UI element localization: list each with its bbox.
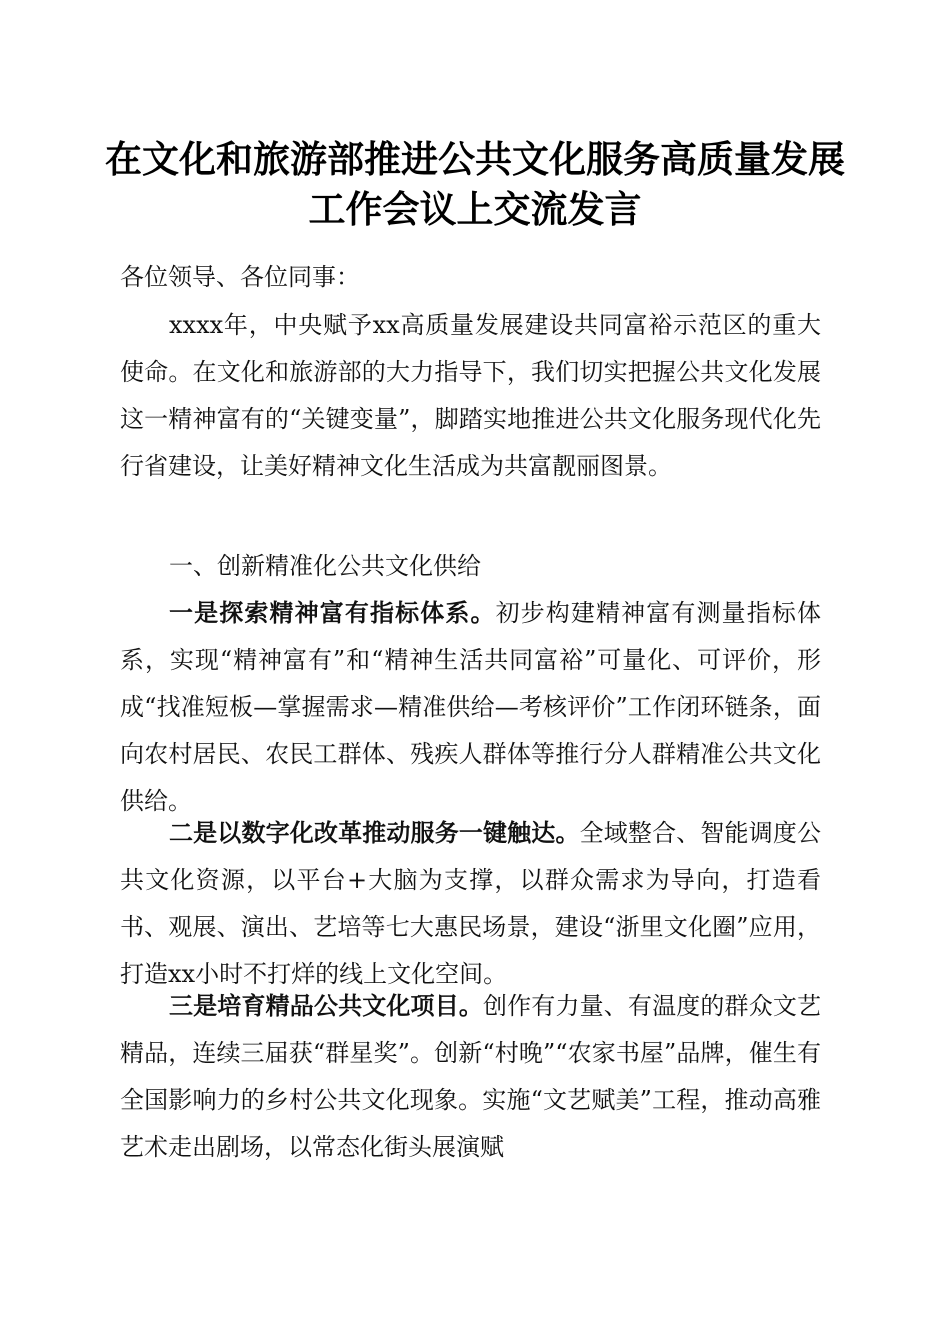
point-text-1: 初步构建精神富有测量指标体系，实现“精神富有”和“精神生活共同富裕”可量化、可评价，形成“找准短板—掌握需求—精准供给—考核评价”工作闭环链条，面向农村居民、农民工群体、残疾人群体等推行分人群精准公共文化供给。 (120, 599, 822, 815)
point-text-3: 创作有力量、有温度的群众文艺精品，连续三届获“群星奖”。创新“村晚”“农家书屋”品牌，催生有全国影响力的乡村公共文化现象。实施“文艺赋美”工程，推动高雅艺术走出剧场，以常态化街头展演赋 (120, 992, 821, 1161)
section-heading: 一、创新精准化公共文化供给 (169, 552, 481, 580)
point-text-2: 全域整合、智能调度公共文化资源，以平台+大脑为支撑，以群众需求为导向，打造看书、观展、演出、艺培等七大惠民场景，建设“浙里文化圈”应用，打造xx小时不打烊的线上文化空间。 (120, 819, 822, 988)
point-paragraph-2 (120, 810, 821, 998)
intro-paragraph: xxxx年，中央赋予xx高质量发展建设共同富裕示范区的重大使命。在文化和旅游部的大力指导下，我们切实把握公共文化发展这一精神富有的“关键变量”，脚踏实地推进公共文化服务现代化先行省建设，让美好精神文化生活成为共富靓丽图景。 (120, 311, 821, 480)
point-lead-3: 三是培育精品公共文化项目。 (169, 992, 483, 1020)
point-paragraph-3 (120, 983, 821, 1171)
document-title-line-2: 工作会议上交流发言 (308, 187, 642, 231)
point-lead-1: 一是探索精神富有指标体系。 (169, 599, 496, 627)
point-lead-2: 二是以数字化改革推动服务一键触达。 (169, 819, 580, 847)
document-title-line-1: 在文化和旅游部推进公共文化服务高质量发展 (105, 137, 845, 181)
point-paragraph-1 (120, 590, 821, 825)
greeting: 各位领导、各位同事： (120, 263, 360, 291)
